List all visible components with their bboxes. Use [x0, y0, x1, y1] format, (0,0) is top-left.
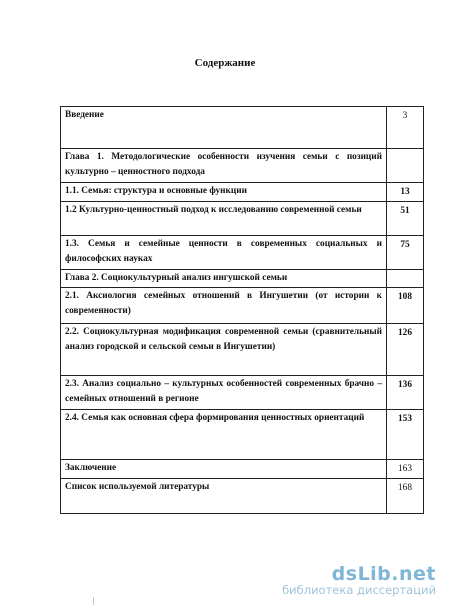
toc-row: [61, 270, 424, 288]
watermark-caption: библиотека диссертаций: [282, 583, 436, 597]
toc-entry-page: 168: [387, 479, 424, 514]
toc-entry-text: 1.3. Семья и семейные ценности в современных социальных и философских науках: [61, 236, 387, 270]
toc-entry-page: 13: [387, 183, 424, 202]
toc-entry-text: Глава 2. Социокультурный анализ ингушской семьи: [61, 270, 387, 288]
toc-entry-text: Глава 1. Методологические особенности изучения семьи с позиций культурно – ценностного подхода: [61, 149, 387, 183]
toc-entry-page: 3: [387, 107, 424, 149]
watermark-logo: dsLib.net: [331, 563, 436, 585]
toc-row: [61, 460, 424, 479]
toc-row: [61, 107, 424, 149]
toc-entry-page: 163: [387, 460, 424, 479]
toc-entry-text: Заключение: [61, 460, 387, 479]
toc-entry-text: 2.4. Семья как основная сфера формирования ценностных ориентаций: [61, 410, 387, 460]
toc-entry-text: 2.3. Анализ социально – культурных особенностей современных брачно – семейных отношений в регионе: [61, 376, 387, 410]
toc-row: [61, 202, 424, 236]
page-title: Содержание: [194, 57, 256, 69]
toc-row: [61, 149, 424, 183]
table-of-contents: [60, 106, 424, 514]
toc-entry-text: 2.2. Социокультурная модификация современной семьи (сравнительный анализ городской и сельской семьи в Ингушетии): [61, 324, 387, 376]
toc-entry-text: 1.1. Семья: структура и основные функции: [61, 183, 387, 202]
toc-entry-page: 51: [387, 202, 424, 236]
toc-row: [61, 376, 424, 410]
watermark: [282, 563, 436, 597]
toc-entry-text: Введение: [61, 107, 387, 149]
toc-entry-text: 2.1. Аксиология семейных отношений в Ингушетии (от истории к современности): [61, 288, 387, 324]
toc-row: [61, 288, 424, 324]
toc-entry-page: [387, 149, 424, 183]
toc-row: [61, 479, 424, 514]
toc-entry-page: 126: [387, 324, 424, 376]
toc-entry-page: [387, 270, 424, 288]
toc-row: [61, 183, 424, 202]
toc-entry-page: 136: [387, 376, 424, 410]
scan-mark: [93, 597, 94, 605]
toc-row: [61, 324, 424, 376]
toc-entry-page: 108: [387, 288, 424, 324]
toc-row: [61, 236, 424, 270]
toc-entry-page: 75: [387, 236, 424, 270]
toc-entry-text: Список используемой литературы: [61, 479, 387, 514]
toc-entry-text: 1.2 Культурно-ценностный подход к исследованию современной семьи: [61, 202, 387, 236]
toc-entry-page: 153: [387, 410, 424, 460]
toc-row: [61, 410, 424, 460]
